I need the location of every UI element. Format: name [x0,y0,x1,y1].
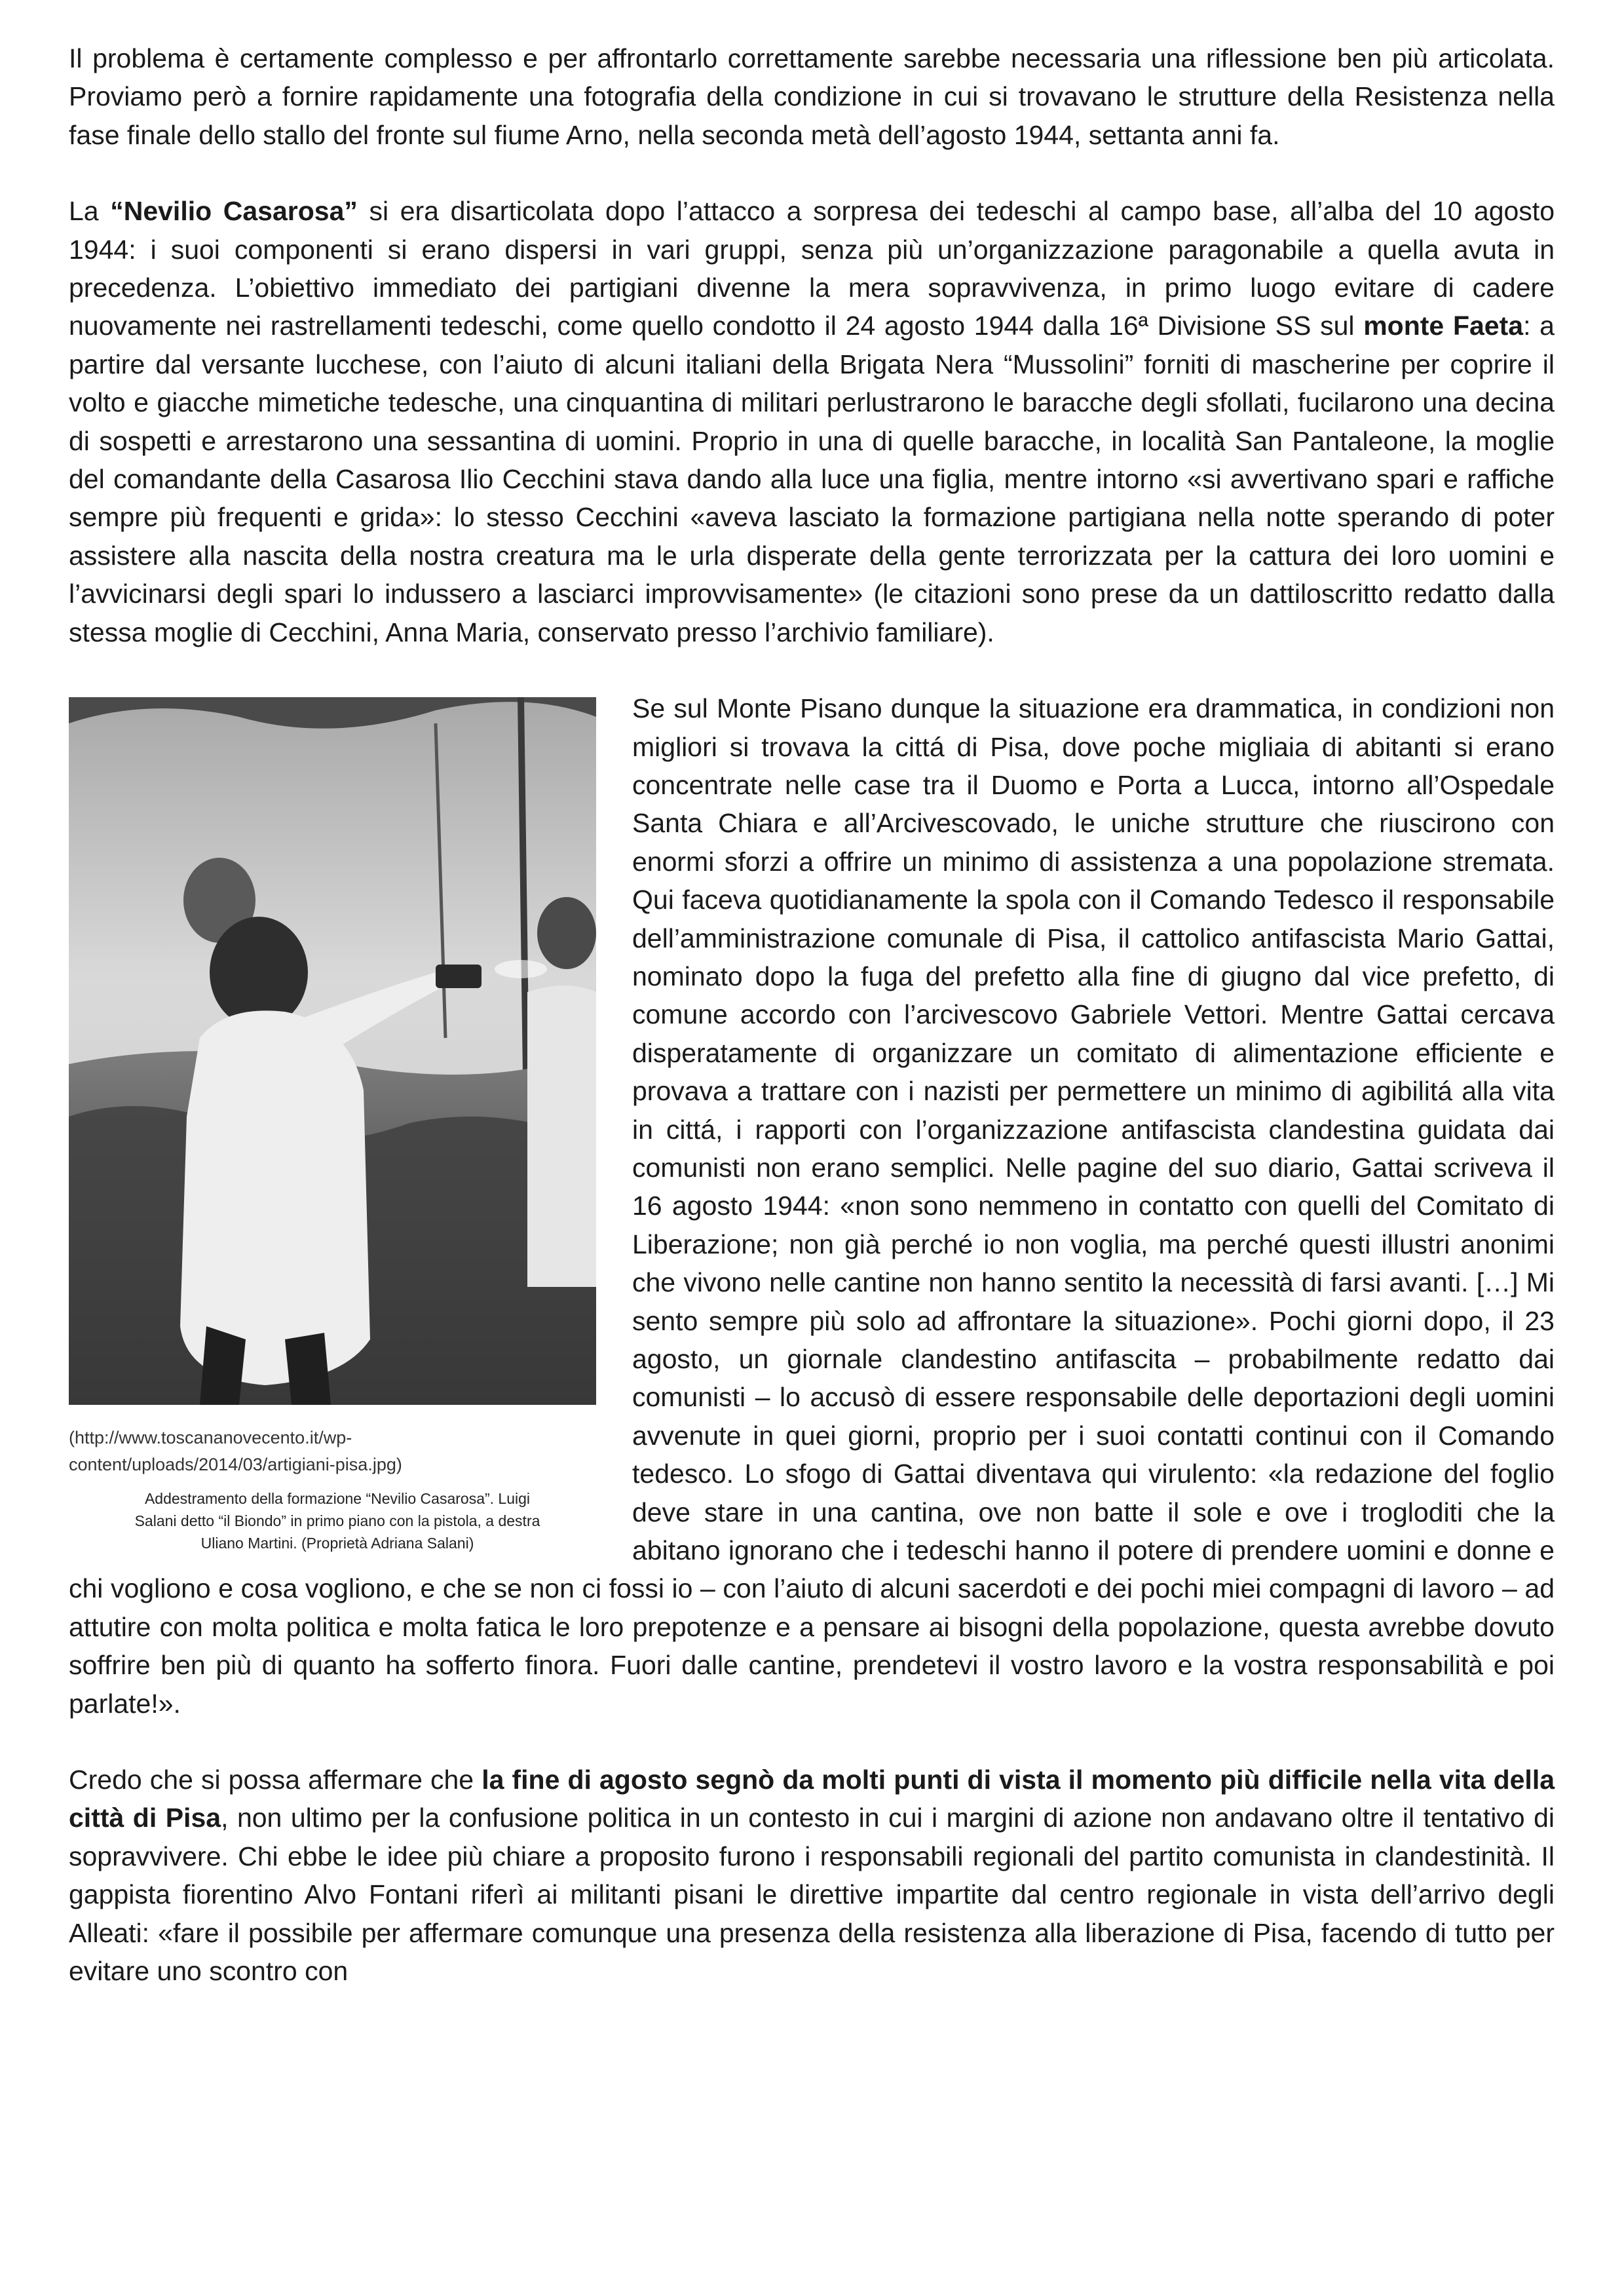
paragraph-3: Se sul Monte Pisano dunque la situazione era drammatica, in condizioni non migliori si trovava la cittá di Pisa, dove poche migliaia di abitanti si erano concentrate nelle case tra il Duomo e Porta a Lucca, intorno all’Ospedale Santa Chiara e all’Arcivescovado, le uniche strutture che riuscirono con enormi sforzi a offrire un minimo di assistenza a una popolazione stremata. Qui faceva quotidianamente la spola con il Comando Tedesco il responsabile dell’amministrazione comunale di Pisa, il cattolico antifascista Mario Gattai, nominato dopo la fuga del prefetto alla fine di giugno dal vice prefetto, di comune accordo con l’arcivescovo Gabriele Vettori. Mentre Gattai cercava disperatamente di organizzare un comitato di alimentazione efficiente e provava a trattare con i nazisti per permettere un minimo di agibilitá alla vita in cittá, i rapporti con l’organizzazione antifascista clandestina guidata dai comunisti non erano semplici. Nelle pagine del suo diario, Gattai scriveva il 16 agosto 1944: «non sono nemmeno in contatto con quelli del Comitato di Liberazione; non già perché io non voglia, ma perché questi illustri anonimi che vivono nelle cantine non hanno sentito la necessità di farsi avanti. […] Mi sento sempre più solo ad affrontare la situazione». Pochi giorni dopo, il 23 agosto, un giornale clandestino antifascita – probabilmente redatto dai comunisti – lo accusò di essere responsabile delle deportazioni degli uomini avvenute in quei giorni, proprio per i suoi contatti continui con il Comando tedesco. Lo sfogo di Gattai diventava qui virulento: «la redazione del foglio deve stare in una cantina, ove non batte il sole e ove i trogloditi che la abitano ignorano che i tedeschi hanno il potere di prendere uomini e donne e chi vogliono e cosa vogliono, e che se non ci fossi io – con l’aiuto di alcuni sacerdoti e dei pochi miei compagni di lavoro – ad attutire con molta politica e molta fatica le loro prepotenze e a pensare ai bisogni della popolazione, questa avrebbe dovuto soffrire ben più di quanto ha sofferto finora. Fuori dalle cantine, prendetevi il vostro lavoro e la vostra responsabilità e poi parlate!». [69,693,1555,1719]
paragraph-4 [69,1761,1555,1990]
paragraph-4-body: , non ultimo per la confusione politica in un contesto in cui i margini di azione non andavano oltre il tentativo di sopravvivere. Chi ebbe le idee più chiare a proposito furono i responsabili regionali del partito comunista in clandestinità. Il gappista fiorentino Alvo Fontani riferì ai militanti pisani le direttive impartite dal centro regionale in vista dell’arrivo degli Alleati: «fare il possibile per affermare comunque una presenza della resistenza alla liberazione di Pisa, facendo di tutto per evitare uno scontro con [69,1803,1555,1987]
photo-source-url [69,1425,606,1478]
paragraph-3-wrapper [69,689,1555,1723]
url-line-1: (http://www.toscananovecento.it/wp- [69,1427,352,1447]
monte-faeta-bold: monte Faeta [1363,311,1524,341]
fine-agosto-bold: la fine di agosto segnò da molti punti di vista il momento più difficile nella vita della città di Pisa [69,1765,1555,1833]
paragraph-2-end: : a partire dal versante lucchese, con l’aiuto di alcuni italiani della Brigata Nera “Mussolini” forniti di mascherine per coprire il volto e giacche mimetiche tedesche, una cinquantina di militari perlustrarono le baracche degli sfollati, fucilarono una decina di sospetti e arrestarono una sessantina di uomini. Proprio in una di quelle baracche, in località San Pantaleone, la moglie del comandante della Casarosa Ilio Cecchini stava dando alla luce una figlia, mentre intorno «si avvertivano spari e raffiche sempre più frequenti e grida»: lo stesso Cecchini «aveva lasciato la formazione partigiana nella notte sperando di poter assistere alla nascita della nostra creatura ma le urla disperate della gente terrorizzata per la cattura dei loro uomini e l’avvicinarsi degli spari lo indussero a lasciarci improvvisamente» (le citazioni sono prese da un dattiloscritto redatto dalla stessa moglie di Cecchini, Anna Maria, conservato presso l’archivio familiare). [69,311,1555,647]
photo-caption [69,1487,606,1554]
paragraph-2 [69,192,1555,651]
paragraph-2-intro: La [69,196,111,227]
paragraph-4-intro: Credo che si possa affermare che [69,1765,482,1795]
paragraph-2-body: si era disarticolata dopo l’attacco a sorpresa dei tedeschi al campo base, all’alba del 10 agosto 1944: i suoi componenti si erano dispersi in vari gruppi, senza più un’organizzazione paragonabile a quella avuta in precedenza. L’obiettivo immediato dei partigiani divenne la mera sopravvivenza, in primo luogo evitare di cadere nuovamente nei rastrellamenti tedeschi, come quello condotto il 24 agosto 1944 dalla 16ª Divisione SS sul [69,196,1555,341]
url-line-2: content/uploads/2014/03/artigiani-pisa.jpg) [69,1454,402,1474]
paragraph-1: Il problema è certamente complesso e per affrontarlo correttamente sarebbe necessaria una riflessione ben più articolata. Proviamo però a fornire rapidamente una fotografia della condizione in cui si trovavano le strutture della Resistenza nella fase finale dello stallo del fronte sul fiume Arno, nella seconda metà dell’agosto 1944, settanta anni fa. [69,43,1555,150]
caption-line-1: Addestramento della formazione “Nevilio Casarosa”. Luigi [144,1489,531,1507]
caption-line-2: Salani detto “il Biondo” in primo piano con la pistola, a destra [134,1512,540,1529]
article-body [69,39,1555,1991]
training-photo [69,697,596,1405]
caption-line-3: Uliano Martini. (Proprietà Adriana Salani) [200,1534,474,1552]
casarosa-bold: “Nevilio Casarosa” [110,196,358,227]
figure [69,697,606,1554]
